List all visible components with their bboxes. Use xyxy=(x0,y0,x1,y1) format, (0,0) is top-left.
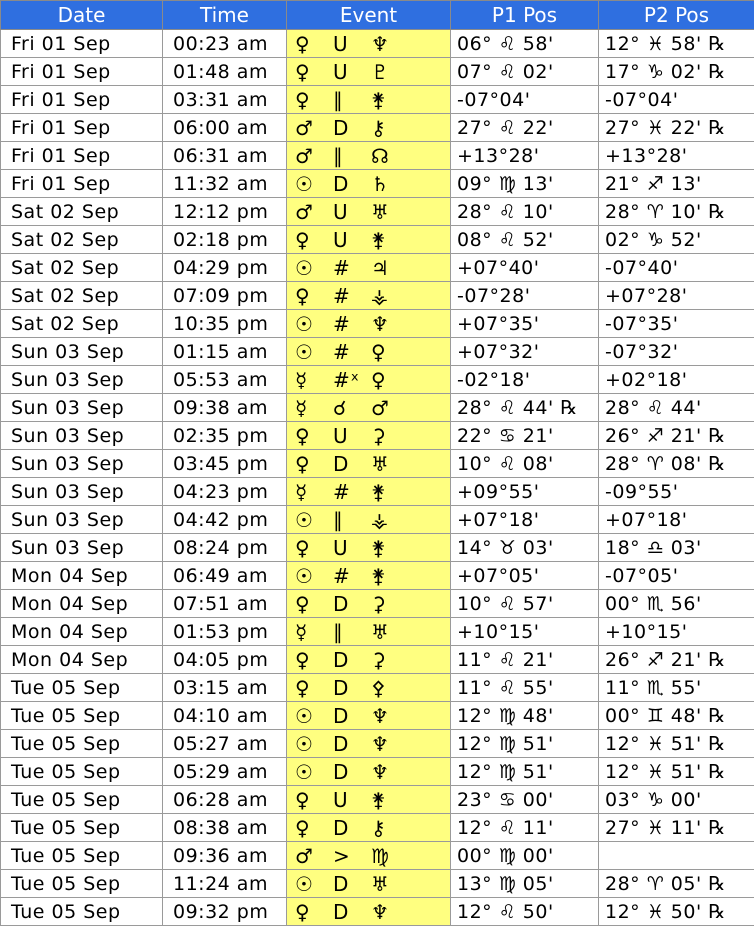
cell-event xyxy=(287,534,451,562)
cell-p1-pos: 07° ♌ 02' xyxy=(451,58,599,86)
cell-p2-pos: -07°04' xyxy=(599,86,754,114)
cell-time: 03:15 am xyxy=(163,674,287,702)
cell-p1-pos: 14° ♉ 03' xyxy=(451,534,599,562)
planet-2-symbol: ⚶ xyxy=(371,507,389,532)
planet-1-symbol: ☿ xyxy=(295,395,308,420)
cell-event xyxy=(287,30,451,58)
aspect-symbol: U xyxy=(333,227,349,252)
cell-p1-pos: 13° ♍ 05' xyxy=(451,870,599,898)
cell-date: Sat 02 Sep xyxy=(1,226,163,254)
aspect-symbol: # xyxy=(333,563,351,588)
cell-event xyxy=(287,870,451,898)
planet-2-symbol: ♅ xyxy=(371,199,390,224)
cell-date: Mon 04 Sep xyxy=(1,562,163,590)
aspect-symbol: ☌ xyxy=(333,395,347,420)
cell-date: Sun 03 Sep xyxy=(1,506,163,534)
cell-p1-pos: 12° ♍ 51' xyxy=(451,730,599,758)
cell-p1-pos: +09°55' xyxy=(451,478,599,506)
header-p1-pos[interactable]: P1 Pos xyxy=(451,1,599,30)
table-row[interactable] xyxy=(1,842,754,870)
aspect-symbol: D xyxy=(333,899,349,924)
table-row[interactable] xyxy=(1,590,754,618)
header-row xyxy=(1,1,754,30)
cell-p1-pos: 22° ♋ 21' xyxy=(451,422,599,450)
cell-p1-pos: 12° ♌ 50' xyxy=(451,898,599,926)
planet-1-symbol: ♀ xyxy=(295,675,311,700)
cell-date: Sun 03 Sep xyxy=(1,422,163,450)
cell-p2-pos: -09°55' xyxy=(599,478,754,506)
aspect-symbol: ∥ xyxy=(333,143,344,168)
planet-1-symbol: ☉ xyxy=(295,339,314,364)
planet-1-symbol: ♀ xyxy=(295,787,311,812)
cell-p1-pos: 09° ♍ 13' xyxy=(451,170,599,198)
cell-time: 00:23 am xyxy=(163,30,287,58)
planet-1-symbol: ☉ xyxy=(295,871,314,896)
planet-1-symbol: ♀ xyxy=(295,423,311,448)
cell-time: 06:28 am xyxy=(163,786,287,814)
table-row[interactable] xyxy=(1,562,754,590)
planet-1-symbol: ☿ xyxy=(295,619,308,644)
cell-event xyxy=(287,394,451,422)
cell-p2-pos: 28° ♈ 05' ℞ xyxy=(599,870,754,898)
cell-time: 10:35 pm xyxy=(163,310,287,338)
aspect-symbol: D xyxy=(333,647,349,672)
cell-p2-pos: -07°40' xyxy=(599,254,754,282)
cell-time: 11:24 am xyxy=(163,870,287,898)
cell-p1-pos: 06° ♌ 58' xyxy=(451,30,599,58)
planet-1-symbol: ♀ xyxy=(295,899,311,924)
planet-2-symbol: ⚳ xyxy=(371,647,387,672)
planet-1-symbol: ☉ xyxy=(295,311,314,336)
cell-p1-pos: +07°35' xyxy=(451,310,599,338)
cell-date: Sun 03 Sep xyxy=(1,366,163,394)
cell-time: 04:10 am xyxy=(163,702,287,730)
planet-1-symbol: ☉ xyxy=(295,255,314,280)
cell-date: Sat 02 Sep xyxy=(1,198,163,226)
planet-1-symbol: ♀ xyxy=(295,591,311,616)
planet-1-symbol: ☉ xyxy=(295,759,314,784)
planet-2-symbol: ⚵ xyxy=(371,787,387,812)
table-row[interactable] xyxy=(1,786,754,814)
planet-1-symbol: ♀ xyxy=(295,227,311,252)
aspect-symbol: D xyxy=(333,871,349,896)
cell-date: Sat 02 Sep xyxy=(1,310,163,338)
planet-2-symbol: ♇ xyxy=(371,59,390,84)
table-row[interactable] xyxy=(1,86,754,114)
cell-p1-pos: 12° ♍ 48' xyxy=(451,702,599,730)
cell-date: Sat 02 Sep xyxy=(1,282,163,310)
cell-date: Sun 03 Sep xyxy=(1,478,163,506)
table-row[interactable] xyxy=(1,870,754,898)
table-body xyxy=(1,30,754,926)
aspect-symbol: U xyxy=(333,423,349,448)
cell-event xyxy=(287,142,451,170)
cell-p1-pos: +07°32' xyxy=(451,338,599,366)
table-row[interactable] xyxy=(1,30,754,58)
aspect-symbol: # xyxy=(333,311,351,336)
cell-event xyxy=(287,618,451,646)
cell-date: Mon 04 Sep xyxy=(1,646,163,674)
aspect-symbol: D xyxy=(333,115,349,140)
cell-time: 08:38 am xyxy=(163,814,287,842)
cell-p1-pos: 12° ♍ 51' xyxy=(451,758,599,786)
cell-p1-pos: +07°05' xyxy=(451,562,599,590)
table-row[interactable] xyxy=(1,394,754,422)
cell-event xyxy=(287,86,451,114)
planet-2-symbol: ⚵ xyxy=(371,535,387,560)
cell-date: Mon 04 Sep xyxy=(1,618,163,646)
header-time[interactable]: Time xyxy=(163,1,287,30)
cell-date: Tue 05 Sep xyxy=(1,870,163,898)
aspect-symbol: ∥ xyxy=(333,87,344,112)
cell-p1-pos: 08° ♌ 52' xyxy=(451,226,599,254)
cell-date: Fri 01 Sep xyxy=(1,86,163,114)
planet-2-symbol: ⚵ xyxy=(371,479,387,504)
cell-event xyxy=(287,590,451,618)
aspect-symbol: U xyxy=(333,535,349,560)
table-row[interactable] xyxy=(1,310,754,338)
cell-p2-pos: 21° ♐ 13' xyxy=(599,170,754,198)
table-row[interactable] xyxy=(1,422,754,450)
cell-time: 02:18 pm xyxy=(163,226,287,254)
cell-time: 05:27 am xyxy=(163,730,287,758)
aspect-symbol: > xyxy=(333,843,351,868)
cell-time: 05:53 am xyxy=(163,366,287,394)
cell-p2-pos: 27° ♓ 22' ℞ xyxy=(599,114,754,142)
cell-time: 02:35 pm xyxy=(163,422,287,450)
planet-2-symbol: ♍ xyxy=(371,843,390,868)
cell-time: 06:00 am xyxy=(163,114,287,142)
cell-time: 09:38 am xyxy=(163,394,287,422)
cell-p2-pos: 12° ♓ 51' ℞ xyxy=(599,730,754,758)
cell-p2-pos: 26° ♐ 21' ℞ xyxy=(599,422,754,450)
cell-p2-pos: +07°18' xyxy=(599,506,754,534)
cell-event xyxy=(287,898,451,926)
cell-event xyxy=(287,562,451,590)
header-date[interactable]: Date xyxy=(1,1,163,30)
planet-2-symbol: ⚵ xyxy=(371,563,387,588)
cell-event xyxy=(287,702,451,730)
planet-1-symbol: ♂ xyxy=(295,843,314,868)
cell-event xyxy=(287,506,451,534)
planet-1-symbol: ♀ xyxy=(295,59,311,84)
cell-time: 04:42 pm xyxy=(163,506,287,534)
aspect-symbol: U xyxy=(333,199,349,224)
cell-date: Tue 05 Sep xyxy=(1,898,163,926)
cell-p2-pos: +07°28' xyxy=(599,282,754,310)
cell-time: 03:45 pm xyxy=(163,450,287,478)
aspect-symbol: # xyxy=(333,255,351,280)
header-event[interactable]: Event xyxy=(287,1,451,30)
planet-1-symbol: ♀ xyxy=(295,283,311,308)
cell-event xyxy=(287,254,451,282)
table-row[interactable] xyxy=(1,170,754,198)
cell-date: Sat 02 Sep xyxy=(1,254,163,282)
cell-time: 06:31 am xyxy=(163,142,287,170)
cell-p2-pos: 03° ♑ 00' xyxy=(599,786,754,814)
aspect-symbol: D xyxy=(333,731,349,756)
cell-event xyxy=(287,366,451,394)
table-row[interactable] xyxy=(1,142,754,170)
cell-p1-pos: 11° ♌ 21' xyxy=(451,646,599,674)
table-row[interactable] xyxy=(1,506,754,534)
cell-time: 09:36 am xyxy=(163,842,287,870)
planet-2-symbol: ♂ xyxy=(371,395,390,420)
planet-2-symbol: ♅ xyxy=(371,451,390,476)
aspect-symbol: D xyxy=(333,451,349,476)
aspect-symbol: ∥ xyxy=(333,507,344,532)
cell-time: 08:24 pm xyxy=(163,534,287,562)
aspect-symbol: D xyxy=(333,171,349,196)
cell-date: Sun 03 Sep xyxy=(1,534,163,562)
cell-p1-pos: 28° ♌ 44' ℞ xyxy=(451,394,599,422)
planet-1-symbol: ♀ xyxy=(295,31,311,56)
cell-date: Mon 04 Sep xyxy=(1,590,163,618)
cell-p2-pos xyxy=(599,842,754,870)
cell-p2-pos: 12° ♓ 50' ℞ xyxy=(599,898,754,926)
cell-event xyxy=(287,422,451,450)
cell-p1-pos: 10° ♌ 57' xyxy=(451,590,599,618)
aspect-symbol: U xyxy=(333,31,349,56)
cell-event xyxy=(287,338,451,366)
planet-2-symbol: ⚷ xyxy=(371,815,387,840)
cell-p2-pos: 02° ♑ 52' xyxy=(599,226,754,254)
cell-p2-pos: 11° ♏ 55' xyxy=(599,674,754,702)
cell-time: 04:29 pm xyxy=(163,254,287,282)
planet-1-symbol: ☉ xyxy=(295,171,314,196)
planet-2-symbol: ♀ xyxy=(371,339,387,364)
planet-2-symbol: ♆ xyxy=(371,703,390,728)
cell-p2-pos: +02°18' xyxy=(599,366,754,394)
planet-2-symbol: ⚵ xyxy=(371,87,387,112)
cell-event xyxy=(287,198,451,226)
planet-1-symbol: ♀ xyxy=(295,815,311,840)
cell-p1-pos: 27° ♌ 22' xyxy=(451,114,599,142)
cell-p2-pos: +13°28' xyxy=(599,142,754,170)
cell-time: 12:12 pm xyxy=(163,198,287,226)
cell-time: 04:23 pm xyxy=(163,478,287,506)
planet-2-symbol: ♅ xyxy=(371,871,390,896)
table-row[interactable] xyxy=(1,730,754,758)
table-row[interactable] xyxy=(1,478,754,506)
cell-date: Fri 01 Sep xyxy=(1,30,163,58)
planet-2-symbol: ♆ xyxy=(371,759,390,784)
cell-event xyxy=(287,646,451,674)
planet-2-symbol: ♀ xyxy=(371,367,387,392)
cell-p1-pos: 11° ♌ 55' xyxy=(451,674,599,702)
cell-p2-pos: 12° ♓ 58' ℞ xyxy=(599,30,754,58)
planet-1-symbol: ♀ xyxy=(295,647,311,672)
cell-p1-pos: -07°04' xyxy=(451,86,599,114)
cell-p2-pos: -07°05' xyxy=(599,562,754,590)
aspect-symbol: #ˣ xyxy=(333,367,360,392)
table-row[interactable] xyxy=(1,282,754,310)
cell-event xyxy=(287,226,451,254)
cell-time: 11:32 am xyxy=(163,170,287,198)
cell-p2-pos: 12° ♓ 51' ℞ xyxy=(599,758,754,786)
cell-p1-pos: 23° ♋ 00' xyxy=(451,786,599,814)
cell-date: Sun 03 Sep xyxy=(1,450,163,478)
cell-date: Tue 05 Sep xyxy=(1,730,163,758)
cell-p2-pos: 28° ♈ 08' ℞ xyxy=(599,450,754,478)
cell-date: Fri 01 Sep xyxy=(1,58,163,86)
cell-p2-pos: 28° ♈ 10' ℞ xyxy=(599,198,754,226)
aspect-symbol: D xyxy=(333,675,349,700)
cell-p2-pos: 27° ♓ 11' ℞ xyxy=(599,814,754,842)
cell-date: Tue 05 Sep xyxy=(1,786,163,814)
planet-2-symbol: ♆ xyxy=(371,31,390,56)
planet-1-symbol: ♂ xyxy=(295,199,314,224)
cell-time: 01:15 am xyxy=(163,338,287,366)
cell-time: 03:31 am xyxy=(163,86,287,114)
cell-time: 06:49 am xyxy=(163,562,287,590)
planet-2-symbol: ♆ xyxy=(371,899,390,924)
cell-p2-pos: 26° ♐ 21' ℞ xyxy=(599,646,754,674)
planet-2-symbol: ⚷ xyxy=(371,115,387,140)
cell-p2-pos: 28° ♌ 44' xyxy=(599,394,754,422)
cell-event xyxy=(287,814,451,842)
aspect-symbol: # xyxy=(333,479,351,504)
aspect-symbol: # xyxy=(333,339,351,364)
planet-1-symbol: ♀ xyxy=(295,451,311,476)
aspect-symbol: # xyxy=(333,283,351,308)
cell-event xyxy=(287,842,451,870)
cell-event xyxy=(287,758,451,786)
cell-p1-pos: +07°40' xyxy=(451,254,599,282)
planet-1-symbol: ☿ xyxy=(295,479,308,504)
table-row[interactable] xyxy=(1,198,754,226)
planet-2-symbol: ⚵ xyxy=(371,227,387,252)
cell-event xyxy=(287,58,451,86)
cell-date: Sun 03 Sep xyxy=(1,338,163,366)
header-p2-pos[interactable]: P2 Pos xyxy=(599,1,754,30)
cell-p2-pos: 17° ♑ 02' ℞ xyxy=(599,58,754,86)
planet-1-symbol: ☉ xyxy=(295,563,314,588)
cell-date: Tue 05 Sep xyxy=(1,758,163,786)
planet-1-symbol: ☉ xyxy=(295,507,314,532)
planet-2-symbol: ⚴ xyxy=(371,675,387,700)
planet-1-symbol: ☉ xyxy=(295,703,314,728)
planet-2-symbol: ⚳ xyxy=(371,423,387,448)
cell-date: Fri 01 Sep xyxy=(1,170,163,198)
cell-p2-pos: 00° ♏ 56' xyxy=(599,590,754,618)
cell-time: 04:05 pm xyxy=(163,646,287,674)
planet-1-symbol: ☿ xyxy=(295,367,308,392)
table-row[interactable] xyxy=(1,674,754,702)
table-row[interactable] xyxy=(1,114,754,142)
cell-p1-pos: +07°18' xyxy=(451,506,599,534)
cell-event xyxy=(287,786,451,814)
cell-p1-pos: 00° ♍ 00' xyxy=(451,842,599,870)
aspect-symbol: D xyxy=(333,759,349,784)
cell-event xyxy=(287,730,451,758)
cell-event xyxy=(287,170,451,198)
cell-time: 01:48 am xyxy=(163,58,287,86)
cell-date: Tue 05 Sep xyxy=(1,814,163,842)
cell-p1-pos: -02°18' xyxy=(451,366,599,394)
planet-1-symbol: ♀ xyxy=(295,535,311,560)
planet-2-symbol: ⚳ xyxy=(371,591,387,616)
planet-2-symbol: ♆ xyxy=(371,731,390,756)
planet-2-symbol: ♄ xyxy=(371,171,390,196)
planet-1-symbol: ♂ xyxy=(295,143,314,168)
cell-date: Tue 05 Sep xyxy=(1,702,163,730)
cell-date: Tue 05 Sep xyxy=(1,842,163,870)
planet-2-symbol: ☊ xyxy=(371,143,390,168)
table-row[interactable] xyxy=(1,898,754,926)
table-row[interactable] xyxy=(1,758,754,786)
cell-date: Fri 01 Sep xyxy=(1,142,163,170)
table-row[interactable] xyxy=(1,618,754,646)
table-row[interactable] xyxy=(1,646,754,674)
table-row[interactable] xyxy=(1,702,754,730)
planet-2-symbol: ⚶ xyxy=(371,283,389,308)
table-row[interactable] xyxy=(1,338,754,366)
cell-time: 07:09 pm xyxy=(163,282,287,310)
aspect-symbol: U xyxy=(333,59,349,84)
cell-event xyxy=(287,114,451,142)
cell-p2-pos: -07°32' xyxy=(599,338,754,366)
cell-p2-pos: 18° ♎ 03' xyxy=(599,534,754,562)
cell-p1-pos: -07°28' xyxy=(451,282,599,310)
planet-2-symbol: ♆ xyxy=(371,311,390,336)
cell-p2-pos: -07°35' xyxy=(599,310,754,338)
cell-p1-pos: +13°28' xyxy=(451,142,599,170)
aspect-symbol: D xyxy=(333,815,349,840)
cell-event xyxy=(287,310,451,338)
aspect-symbol: U xyxy=(333,787,349,812)
aspect-symbol: D xyxy=(333,591,349,616)
cell-event xyxy=(287,450,451,478)
planet-2-symbol: ♅ xyxy=(371,619,390,644)
cell-event xyxy=(287,282,451,310)
cell-date: Tue 05 Sep xyxy=(1,674,163,702)
cell-time: 07:51 am xyxy=(163,590,287,618)
cell-date: Sun 03 Sep xyxy=(1,394,163,422)
cell-date: Fri 01 Sep xyxy=(1,114,163,142)
planet-1-symbol: ☉ xyxy=(295,731,314,756)
aspect-symbol: ∥ xyxy=(333,619,344,644)
cell-time: 05:29 am xyxy=(163,758,287,786)
table-row[interactable] xyxy=(1,254,754,282)
cell-p1-pos: 10° ♌ 08' xyxy=(451,450,599,478)
cell-p1-pos: 12° ♌ 11' xyxy=(451,814,599,842)
table-row[interactable] xyxy=(1,450,754,478)
cell-p2-pos: 00° ♊ 48' ℞ xyxy=(599,702,754,730)
table-row[interactable] xyxy=(1,226,754,254)
cell-time: 09:32 pm xyxy=(163,898,287,926)
cell-event xyxy=(287,478,451,506)
cell-time: 01:53 pm xyxy=(163,618,287,646)
table-row[interactable] xyxy=(1,58,754,86)
cell-p2-pos: +10°15' xyxy=(599,618,754,646)
aspect-symbol: D xyxy=(333,703,349,728)
cell-event xyxy=(287,674,451,702)
planet-2-symbol: ♃ xyxy=(371,255,390,280)
planet-1-symbol: ♂ xyxy=(295,115,314,140)
table-row[interactable] xyxy=(1,366,754,394)
table-row[interactable] xyxy=(1,814,754,842)
cell-p1-pos: 28° ♌ 10' xyxy=(451,198,599,226)
table-row[interactable] xyxy=(1,534,754,562)
planet-1-symbol: ♀ xyxy=(295,87,311,112)
cell-p1-pos: +10°15' xyxy=(451,618,599,646)
